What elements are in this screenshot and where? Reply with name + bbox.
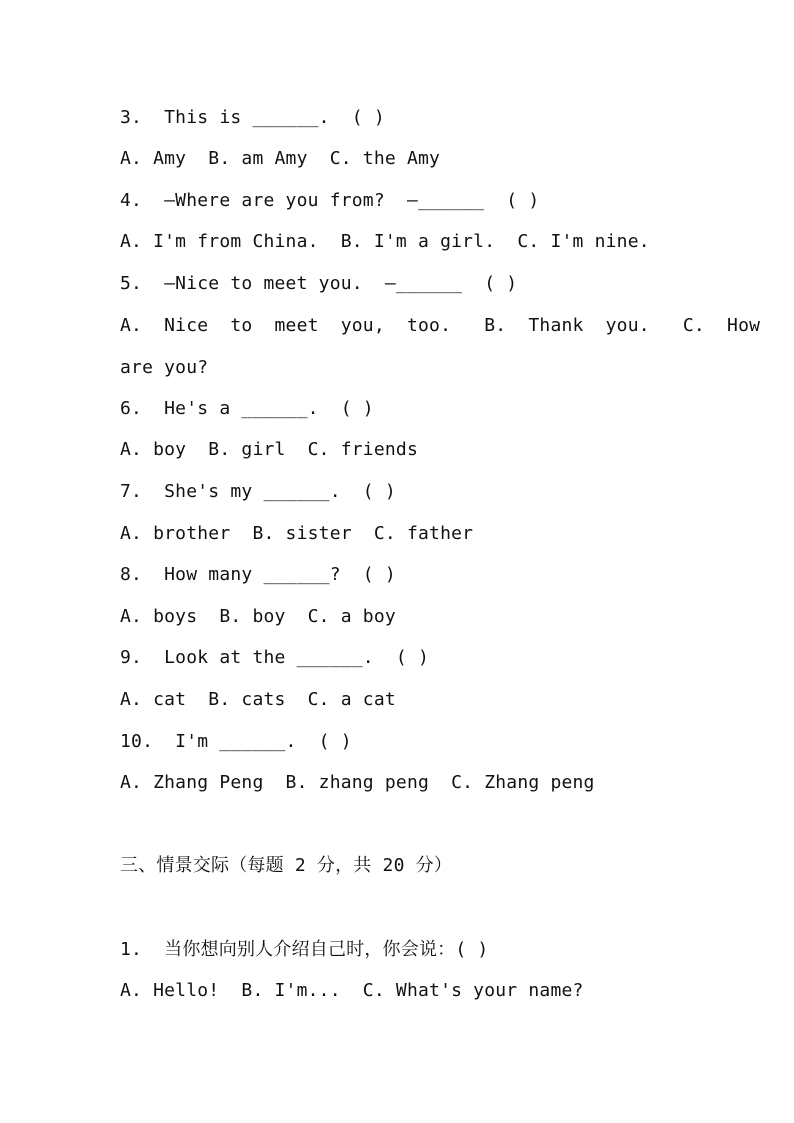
question-5: 5. —Nice to meet you. —______ ( ) [120,273,518,294]
question-3-options: A. Amy B. am Amy C. the Amy [120,148,441,169]
question-7-options: A. brother B. sister C. father [120,523,474,544]
question-8-options: A. boys B. boy C. a boy [120,606,396,627]
question-5-options-continued: are you? [120,357,209,378]
question-9-options: A. cat B. cats C. a cat [120,689,396,710]
scenario-question-1-options: A. Hello! B. I'm... C. What's your name? [120,980,584,1001]
question-6: 6. He's a ______. ( ) [120,398,374,419]
question-3: 3. This is ______. ( ) [120,107,385,128]
question-10-options: A. Zhang Peng B. zhang peng C. Zhang peng [120,772,595,793]
question-6-options: A. boy B. girl C. friends [120,439,418,460]
question-8: 8. How many ______? ( ) [120,564,396,585]
section-heading: 三、情景交际（每题 2 分，共 20 分） [120,855,453,876]
question-4: 4. —Where are you from? —______ ( ) [120,190,540,211]
question-9: 9. Look at the ______. ( ) [120,647,430,668]
question-5-options: A. Nice to meet you, too. B. Thank you. C. How [120,315,761,336]
scenario-question-1: 1. 当你想向别人介绍自己时，你会说：( ) [120,939,489,960]
question-10: 10. I'm ______. ( ) [120,731,352,752]
question-7: 7. She's my ______. ( ) [120,481,396,502]
question-4-options: A. I'm from China. B. I'm a girl. C. I'm nine. [120,231,650,252]
